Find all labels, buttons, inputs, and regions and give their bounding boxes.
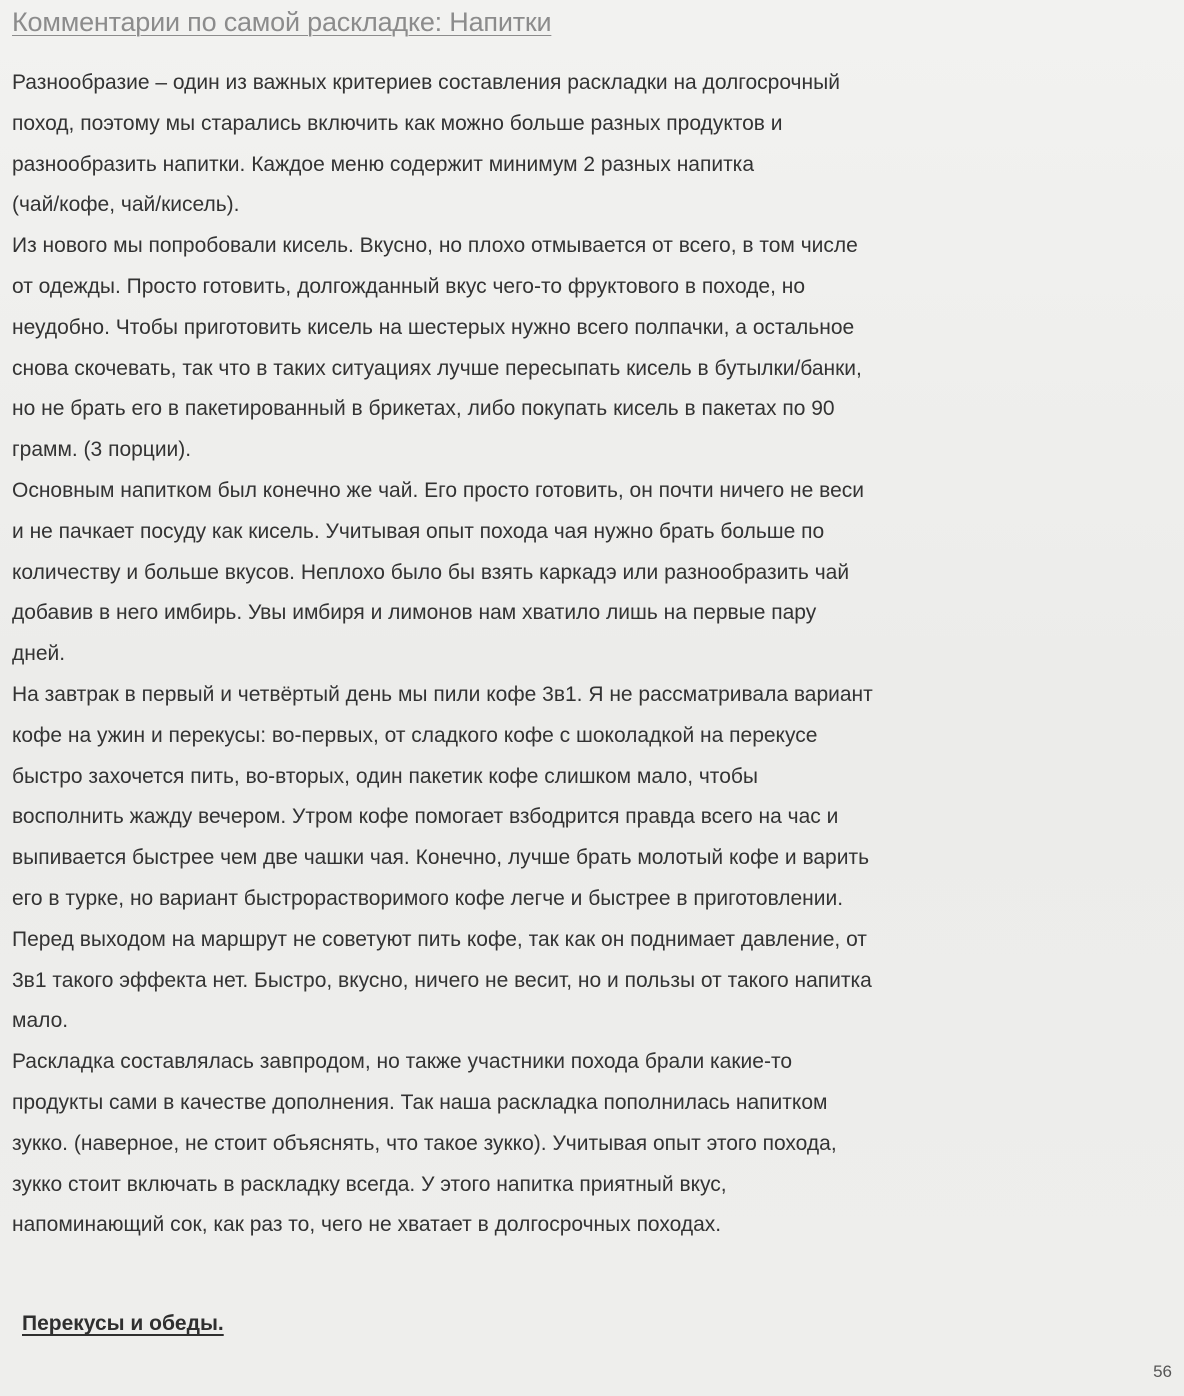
- body-text: [12, 63, 1178, 1246]
- text-line: снова скочевать, так что в таких ситуациях лучше пересыпать кисель в бутылки/банки,: [12, 356, 862, 380]
- text-line: зукко стоит включать в раскладку всегда. У этого напитка приятный вкус,: [12, 1172, 727, 1196]
- text-line: Перед выходом на маршрут не советуют пить кофе, так как он поднимает давление, от: [12, 927, 867, 951]
- text-line: Из нового мы попробовали кисель. Вкусно, но плохо отмывается от всего, в том числе: [12, 234, 858, 258]
- text-line: (чай/кофе, чай/кисель).: [12, 193, 240, 217]
- subsection-heading: Перекусы и обеды.: [22, 1312, 224, 1335]
- paragraph-kissel: [12, 226, 1178, 471]
- text-line: быстро захочется пить, во-вторых, один пакетик кофе слишком мало, чтобы: [12, 764, 758, 788]
- text-line: продукты сами в качестве дополнения. Так наша раскладка пополнилась напитком: [12, 1090, 828, 1114]
- text-line: выпивается быстрее чем две чашки чая. Конечно, лучше брать молотый кофе и варить: [12, 846, 870, 870]
- page-number: 56: [1153, 1362, 1172, 1381]
- paragraph-zukko: [12, 1042, 1178, 1246]
- text-line: добавив в него имбирь. Увы имбиря и лимонов нам хватило лишь на первые пару: [12, 601, 817, 625]
- text-line: поход, поэтому мы старались включить как можно больше разных продуктов и: [12, 111, 783, 135]
- text-line: неудобно. Чтобы приготовить кисель на шестерых нужно всего полпачки, а остальное: [12, 315, 855, 339]
- text-line: но не брать его в пакетированный в брикетах, либо покупать кисель в пакетах по 90: [12, 397, 835, 421]
- text-line: от одежды. Просто готовить, долгожданный вкус чего-то фруктового в походе, но: [12, 274, 806, 298]
- section-heading: Комментарии по самой раскладке: Напитки: [12, 7, 552, 37]
- text-line: мало.: [12, 1009, 69, 1033]
- text-line: Разнообразие – один из важных критериев составления раскладки на долгосрочный: [12, 71, 840, 94]
- text-line: зукко. (наверное, не стоит объяснять, что такое зукко). Учитывая опыт этого похода,: [12, 1131, 837, 1155]
- text-line: дней.: [12, 642, 66, 666]
- text-line: разнообразить напитки. Каждое меню содержит минимум 2 разных напитка: [12, 152, 755, 176]
- text-line: напоминающий сок, как раз то, чего не хватает в долгосрочных походах.: [12, 1213, 722, 1237]
- text-line: грамм. (3 порции).: [12, 438, 192, 462]
- text-line: Основным напитком был конечно же чай. Его просто готовить, он почти ничего не веси: [12, 478, 864, 502]
- text-line: Раскладка составлялась завпродом, но также участники похода брали какие-то: [12, 1050, 793, 1074]
- paragraph-variety: [12, 63, 1178, 226]
- text-line: 3в1 такого эффекта нет. Быстро, вкусно, ничего не весит, но и пользы от такого напитка: [12, 968, 872, 992]
- text-line: и не пачкает посуду как кисель. Учитывая опыт похода чая нужно брать больше по: [12, 519, 825, 543]
- text-line: кофе на ужин и перекусы: во-первых, от сладкого кофе с шоколадкой на перекусе: [12, 723, 818, 747]
- text-line: количеству и больше вкусов. Неплохо было бы взять каркадэ или разнообразить чай: [12, 560, 850, 584]
- text-line: На завтрак в первый и четвёртый день мы пили кофе 3в1. Я не рассматривала вариант: [12, 682, 873, 706]
- paragraph-coffee: [12, 675, 1178, 1042]
- text-line: восполнить жажду вечером. Утром кофе помогает взбодрится правда всего на час и: [12, 805, 839, 829]
- paragraph-tea: [12, 471, 1178, 675]
- text-line: его в турке, но вариант быстрорастворимого кофе легче и быстрее в приготовлении.: [12, 886, 844, 910]
